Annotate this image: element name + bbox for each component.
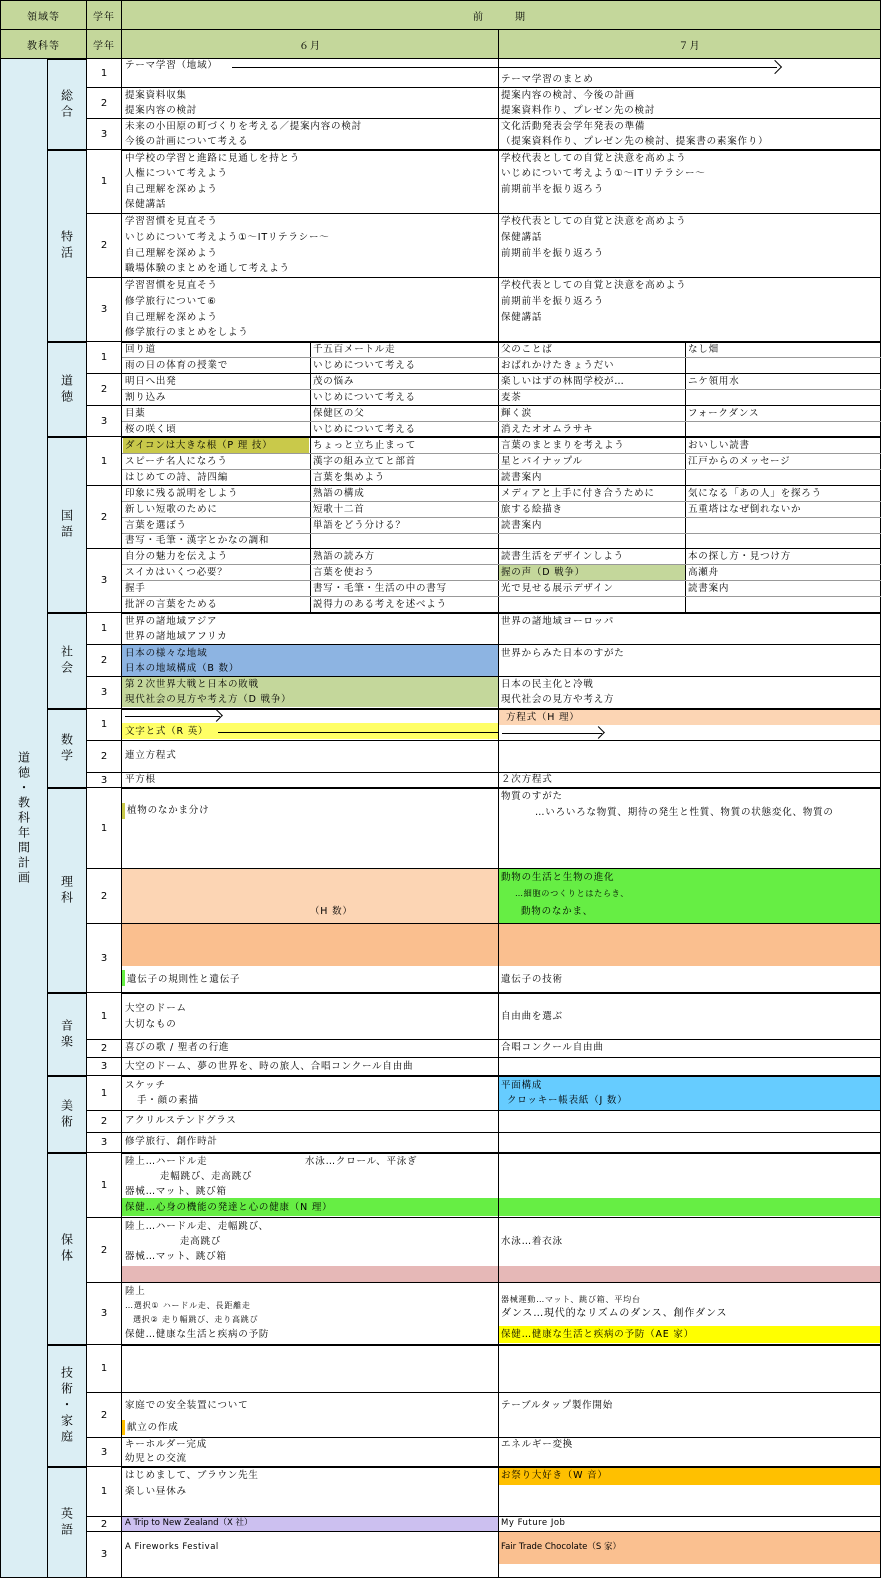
header-july: ７月 bbox=[498, 29, 881, 59]
bijutsu-g3-1: 修学旅行、創作時計 bbox=[125, 1136, 218, 1147]
kokugo-g3-r2-d: 高瀬舟 bbox=[688, 567, 719, 578]
sogo-g2-june-2: 提案内容の検討 bbox=[125, 105, 198, 116]
dotoku-r3-c: 楽しいはずの林間学校が… bbox=[501, 376, 625, 387]
tokkatsu-g3-4: 修学旅行のまとめをしよう bbox=[125, 327, 249, 338]
sugaku-g3-1: 平方根 bbox=[125, 774, 156, 785]
tokkatsu-g2-7: 前期前半を振り返ろう bbox=[501, 248, 605, 259]
shakai-g2-2: 日本の地域構成（B 数） bbox=[125, 663, 240, 674]
tokkatsu-g3-6: 前期前半を振り返ろう bbox=[501, 296, 605, 307]
hotai-g3-5: 器械運動…マット、跳び箱、平均台 bbox=[501, 1295, 641, 1304]
ongaku-g2-2: 合唱コンクール自由曲 bbox=[501, 1042, 604, 1053]
grade-shakai-2: 2 bbox=[86, 644, 122, 677]
dotoku-r5-d: フォークダンス bbox=[688, 408, 760, 419]
tokkatsu-g1-4: 保健講話 bbox=[125, 199, 167, 210]
eigo-g1-2: 楽しい昼休み bbox=[125, 1486, 187, 1497]
sugaku-g3-2: ２次方程式 bbox=[501, 774, 553, 785]
kokugo-g3-r2-b: 言葉を使おう bbox=[313, 567, 375, 578]
tokkatsu-g1-1: 中学校の学習と進路に見通しを持とう bbox=[125, 153, 301, 164]
kokugo-g2-r3-a: 言葉を選ぼう bbox=[125, 520, 187, 531]
arrow-head-icon bbox=[768, 60, 782, 74]
tokkatsu-g2-3: 自己理解を深めよう bbox=[125, 248, 218, 259]
hotai-g1-1: 陸上…ハードル走 bbox=[125, 1156, 208, 1167]
gika-g3-1: キーホルダー完成 bbox=[125, 1439, 208, 1450]
grade-shakai-1: 1 bbox=[86, 612, 122, 645]
ongaku-g1-3: 自由曲を選ぶ bbox=[501, 1011, 563, 1022]
subject-tokkatsu: 特活 bbox=[47, 149, 87, 342]
sogo-g1-june: テーマ学習（地域） bbox=[125, 60, 218, 71]
sogo-g1-july: テーマ学習のまとめ bbox=[501, 74, 594, 85]
tokkatsu-g2-6: 保健講話 bbox=[501, 232, 543, 243]
grade-ongaku-2: 2 bbox=[86, 1039, 122, 1058]
shakai-g3-4: 現代社会の見方や考え方 bbox=[501, 694, 615, 705]
kokugo-g1-r1-a: ダイコンは大きな根（P 理 技） bbox=[125, 440, 273, 451]
kokugo-g2-r3-b: 単語をどう分ける？ bbox=[313, 520, 406, 531]
kokugo-g2-r2-c: 旅する絵描き bbox=[501, 504, 563, 515]
highlight-rika-3 bbox=[122, 923, 498, 966]
gika-g2-1: 家庭での安全装置について bbox=[125, 1400, 249, 1411]
grade-dotoku-3: 3 bbox=[86, 405, 122, 437]
shakai-g1-1: 世界の諸地域アジア bbox=[125, 616, 218, 627]
rika-g2-4: 動物のなかま、 bbox=[521, 906, 594, 917]
header-domain: 領域等 bbox=[0, 0, 87, 30]
grade-hotai-3: 3 bbox=[86, 1282, 122, 1345]
kokugo-g1-r2-c: 星とパイナップル bbox=[501, 456, 583, 467]
tokkatsu-g1-2: 人権について考えよう bbox=[125, 168, 228, 179]
bijutsu-g1-1: スケッチ bbox=[125, 1080, 166, 1091]
arrow-head-icon bbox=[592, 726, 605, 739]
grade-tokkatsu-2: 2 bbox=[86, 213, 122, 278]
grade-eigo-1: 1 bbox=[86, 1466, 122, 1517]
tokkatsu-g1-6: いじめについて考えよう①～ITリテラシー～ bbox=[501, 168, 706, 179]
grade-ongaku-1: 1 bbox=[86, 992, 122, 1040]
kokugo-g1-r3-a: はじめての詩、詩四編 bbox=[125, 472, 229, 483]
hotai-g2-1: 陸上…ハードル走、走幅跳び、 bbox=[125, 1221, 269, 1232]
grade-bijutsu-3: 3 bbox=[86, 1132, 122, 1153]
grade-rika-2: 2 bbox=[86, 868, 122, 924]
grade-dotoku-1: 1 bbox=[86, 341, 122, 374]
kokugo-g2-r2-d: 五重塔はなぜ倒れないか bbox=[688, 504, 802, 515]
marker-bar bbox=[122, 1420, 125, 1435]
kokugo-g2-r1-c: メディアと上手に付き合うために bbox=[501, 488, 655, 499]
kokugo-g3-r3-b: 書写・毛筆・生活の中の書写 bbox=[313, 583, 447, 594]
kokugo-g1-r2-b: 漢字の組み立てと部首 bbox=[313, 456, 417, 467]
ongaku-g1-2: 大切なもの bbox=[125, 1019, 177, 1030]
eigo-g1-3: お祭り大好き（W 音） bbox=[501, 1470, 608, 1481]
dotoku-r4-b: いじめについて考える bbox=[313, 392, 416, 403]
tokkatsu-g1-5: 学校代表としての自覚と決意を高めよう bbox=[501, 153, 687, 164]
grade-bijutsu-1: 1 bbox=[86, 1075, 122, 1111]
kokugo-g1-r1-b: ちょっと立ち止まって bbox=[313, 440, 417, 451]
kokugo-g3-r4-b: 説得力のある考えを述べよう bbox=[313, 599, 447, 610]
hotai-g1-5: 保健…心身の機能の発達と心の健康（N 理） bbox=[125, 1202, 333, 1213]
sogo-g2-june-1: 提案資料収集 bbox=[125, 90, 187, 101]
hotai-g1-2: 水泳…クロール、平泳ぎ bbox=[305, 1156, 418, 1167]
kokugo-g3-r1-c: 読書生活をデザインしよう bbox=[501, 551, 624, 562]
hotai-g2-3: 器械…マット、跳び箱 bbox=[125, 1251, 227, 1262]
grade-hotai-2: 2 bbox=[86, 1217, 122, 1283]
kokugo-g3-r1-d: 本の探し方・見つけ方 bbox=[688, 551, 792, 562]
subject-gika: 技術・家庭 bbox=[47, 1344, 87, 1467]
shakai-g3-2: 現代社会の見方や考え方（D 戦争） bbox=[125, 694, 292, 705]
grade-eigo-2: 2 bbox=[86, 1516, 122, 1532]
eigo-g2-2: My Future Job bbox=[501, 1518, 566, 1528]
eigo-g3-2: Fair Trade Chocolate（S 家） bbox=[501, 1542, 621, 1552]
hotai-g1-4: 器械…マット、跳び箱 bbox=[125, 1186, 227, 1197]
subject-shakai: 社会 bbox=[47, 612, 87, 709]
bijutsu-g1-3: 平面構成 bbox=[501, 1080, 543, 1091]
kokugo-g3-r3-d: 読書案内 bbox=[688, 583, 730, 594]
rika-g1-1: 植物のなかま分け bbox=[127, 805, 210, 816]
side-title: 道徳・教科年間計画 bbox=[0, 58, 48, 1578]
dotoku-r3-b: 茂の悩み bbox=[313, 376, 355, 387]
rika-g2-2: 動物の生活と生物の進化 bbox=[501, 872, 615, 883]
dotoku-r4-a: 割り込み bbox=[125, 392, 167, 403]
kokugo-g2-r1-b: 熟語の構成 bbox=[313, 488, 365, 499]
kokugo-g2-r2-a: 新しい短歌のために bbox=[125, 504, 218, 515]
dotoku-r1-c: 父のことば bbox=[501, 344, 553, 355]
kokugo-g3-r3-a: 握手 bbox=[125, 583, 146, 594]
grade-bijutsu-2: 2 bbox=[86, 1110, 122, 1133]
grade-kokugo-1: 1 bbox=[86, 436, 122, 486]
kokugo-g3-r1-a: 自分の魅力を伝えよう bbox=[125, 551, 229, 562]
dotoku-r5-c: 輝く涙 bbox=[501, 408, 532, 419]
tokkatsu-g3-1: 学習習慣を見直そう bbox=[125, 280, 218, 291]
shakai-g1-3: 世界の諸地域ヨーロッパ bbox=[501, 616, 615, 627]
grade-sugaku-1: 1 bbox=[86, 708, 122, 741]
tokkatsu-g3-3: 自己理解を深めよう bbox=[125, 312, 218, 323]
grade-gika-1: 1 bbox=[86, 1344, 122, 1393]
sogo-g2-july-1: 提案内容の検討、今後の計画 bbox=[501, 90, 635, 101]
grade-sogo-3: 3 bbox=[86, 118, 122, 150]
kokugo-g2-r2-b: 短歌十二首 bbox=[313, 504, 365, 515]
tokkatsu-g3-7: 保健講話 bbox=[501, 312, 543, 323]
shakai-g3-1: 第２次世界大戦と日本の敗戦 bbox=[125, 679, 259, 690]
kokugo-g2-r1-a: 印象に残る説明をしよう bbox=[125, 488, 239, 499]
kokugo-g2-r4-a: 書写・毛筆・漢字とかなの調和 bbox=[125, 535, 270, 546]
header-grade: 学年 bbox=[86, 0, 122, 30]
rika-g1-3: …いろいろな物質、期待の発生と性質、物質の状態変化、物質の bbox=[535, 807, 834, 818]
hotai-g3-6: ダンス…現代的なリズムのダンス、創作ダンス bbox=[501, 1308, 728, 1319]
tokkatsu-g1-7: 前期前半を振り返ろう bbox=[501, 184, 605, 195]
dotoku-r4-c: 麦茶 bbox=[501, 392, 522, 403]
dotoku-r2-a: 雨の日の体育の授業で bbox=[125, 360, 229, 371]
dotoku-r1-d: なし畑 bbox=[688, 344, 719, 355]
grade-hotai-1: 1 bbox=[86, 1152, 122, 1218]
kokugo-g1-r3-c: 読書案内 bbox=[501, 472, 543, 483]
tokkatsu-g2-5: 学校代表としての自覚と決意を高めよう bbox=[501, 216, 687, 227]
ongaku-g1-1: 大空のドーム bbox=[125, 1003, 187, 1014]
subject-ongaku: 音楽 bbox=[47, 992, 87, 1076]
grade-kokugo-2: 2 bbox=[86, 485, 122, 549]
dotoku-r6-c: 消えたオオムラサキ bbox=[501, 424, 594, 435]
subject-hotai: 保体 bbox=[47, 1152, 87, 1345]
marker-bar bbox=[122, 803, 125, 819]
rika-g1-2: 物質のすがた bbox=[501, 791, 563, 802]
kokugo-g2-r1-d: 気になる「あの人」を探ろう bbox=[688, 488, 822, 499]
hotai-g2-2: 走高跳び bbox=[180, 1236, 222, 1247]
header-grade-2: 学年 bbox=[86, 29, 122, 59]
eigo-g3-1: A Fireworks Festival bbox=[125, 1542, 219, 1552]
grade-sugaku-2: 2 bbox=[86, 740, 122, 773]
shakai-g3-3: 日本の民主化と冷戦 bbox=[501, 679, 594, 690]
bijutsu-g1-4: クロッキー帳表紙（J 数） bbox=[507, 1095, 628, 1106]
tokkatsu-g2-1: 学習習慣を見直そう bbox=[125, 216, 218, 227]
kokugo-g1-r2-a: スピーチ名人になろう bbox=[125, 456, 228, 467]
kokugo-g3-r1-b: 熟語の読み方 bbox=[313, 551, 375, 562]
header-term: 前 期 bbox=[121, 0, 881, 30]
rika-g2-3: …細胞のつくりとはたらき、 bbox=[515, 889, 630, 898]
dotoku-r1-a: 回り道 bbox=[125, 344, 156, 355]
sugaku-g1-2: 方程式（H 理） bbox=[506, 712, 580, 723]
subject-bijutsu: 美術 bbox=[47, 1075, 87, 1153]
eigo-g2-1: A Trip to New Zealand（X 社） bbox=[125, 1518, 253, 1528]
shakai-g2-3: 世界からみた日本のすがた bbox=[501, 648, 625, 659]
grade-sugaku-3: 3 bbox=[86, 772, 122, 788]
sogo-g2-july-2: 提案資料作り、プレゼン先の検討 bbox=[501, 105, 656, 116]
grade-tokkatsu-3: 3 bbox=[86, 277, 122, 342]
grade-sogo-2: 2 bbox=[86, 87, 122, 119]
gika-g2-2: 献立の作成 bbox=[127, 1422, 179, 1433]
dotoku-r5-b: 保健区の父 bbox=[313, 408, 365, 419]
dotoku-r6-b: いじめについて考える bbox=[313, 424, 416, 435]
subject-eigo: 英語 bbox=[47, 1466, 87, 1578]
grade-eigo-3: 3 bbox=[86, 1531, 122, 1578]
kokugo-g1-r2-d: 江戸からのメッセージ bbox=[688, 456, 791, 467]
grade-shakai-3: 3 bbox=[86, 676, 122, 709]
sogo-g3-june-1: 未来の小田原の町づくりを考える／提案内容の検討 bbox=[125, 121, 362, 132]
dotoku-r6-a: 桜の咲く頃 bbox=[125, 424, 177, 435]
sugaku-g2-1: 連立方程式 bbox=[125, 750, 177, 761]
sogo-g3-july-2: （提案資料作り、プレゼン先の検討、提案書の素案作り） bbox=[501, 136, 769, 147]
dotoku-r3-d: ニケ領用水 bbox=[688, 376, 740, 387]
ongaku-g3-1: 大空のドーム、夢の世界を、時の旅人、合唱コンクール自由曲 bbox=[125, 1061, 414, 1072]
shakai-g1-2: 世界の諸地域アフリカ bbox=[125, 631, 228, 642]
highlight-rika-3-7 bbox=[499, 923, 881, 966]
hotai-g3-4: 保健…健康な生活と疾病の予防 bbox=[125, 1329, 270, 1340]
rika-g2-1: （H 数） bbox=[310, 906, 353, 917]
dotoku-r2-c: おばれかけたきょうだい bbox=[501, 360, 615, 371]
gika-g3-2: 幼児との交流 bbox=[125, 1453, 187, 1464]
sogo-g3-june-2: 今後の計画について考える bbox=[125, 136, 249, 147]
grade-rika-1: 1 bbox=[86, 787, 122, 869]
grade-tokkatsu-1: 1 bbox=[86, 149, 122, 214]
highlight-hotai-2 bbox=[122, 1266, 881, 1282]
kokugo-g1-r3-b: 言葉を集めよう bbox=[313, 472, 386, 483]
tokkatsu-g3-5: 学校代表としての自覚と決意を高めよう bbox=[501, 280, 687, 291]
dotoku-r3-a: 明日へ出発 bbox=[125, 376, 177, 387]
subject-rika: 理科 bbox=[47, 787, 87, 993]
hotai-g1-3: 走幅跳び、走高跳び bbox=[160, 1171, 253, 1182]
gika-g2-3: テーブルタップ製作開始 bbox=[501, 1400, 614, 1411]
grade-dotoku-2: 2 bbox=[86, 373, 122, 406]
bijutsu-g1-2: 手・顔の素描 bbox=[137, 1095, 199, 1106]
subject-kokugo: 国語 bbox=[47, 436, 87, 613]
kokugo-g2-r3-c: 読書案内 bbox=[501, 520, 543, 531]
hotai-g3-2: …選択① ハードル走、長距離走 bbox=[125, 1301, 251, 1310]
dotoku-r5-a: 目薬 bbox=[125, 408, 146, 419]
grade-rika-3: 3 bbox=[86, 923, 122, 993]
kokugo-g3-r4-a: 批評の言葉をためる bbox=[125, 599, 218, 610]
subject-dotoku: 道徳 bbox=[47, 341, 87, 437]
subject-sogo: 総合 bbox=[47, 58, 87, 150]
hotai-g3-7: 保健…健康な生活と疾病の予防（AE 家） bbox=[501, 1329, 695, 1340]
subject-sugaku: 数学 bbox=[47, 708, 87, 788]
shakai-g2-1: 日本の様々な地域 bbox=[125, 648, 208, 659]
header-june: ６月 bbox=[121, 29, 499, 59]
grade-sogo-1: 1 bbox=[86, 58, 122, 88]
tokkatsu-g2-2: いじめについて考えよう①～ITリテラシー～ bbox=[125, 232, 330, 243]
kokugo-g3-r2-c: 握の声（D 戦争） bbox=[501, 567, 586, 578]
tokkatsu-g1-3: 自己理解を深めよう bbox=[125, 184, 218, 195]
rika-g3-2: 遺伝子の技術 bbox=[501, 974, 563, 985]
bijutsu-g2-1: アクリルステンドグラス bbox=[125, 1115, 237, 1126]
gika-g3-3: エネルギー変換 bbox=[501, 1439, 574, 1450]
sogo-g3-july-1: 文化活動発表会学年発表の準備 bbox=[501, 121, 646, 132]
marker-bar bbox=[122, 970, 125, 986]
eigo-g1-1: はじめまして、ブラウン先生 bbox=[125, 1470, 259, 1481]
rika-g3-1: 遺伝子の規則性と遺伝子 bbox=[127, 974, 241, 985]
kokugo-g1-r1-d: おいしい読書 bbox=[688, 440, 750, 451]
tokkatsu-g3-2: 修学旅行について⑥ bbox=[125, 296, 217, 307]
grade-kokugo-3: 3 bbox=[86, 548, 122, 613]
hotai-g3-1: 陸上 bbox=[125, 1286, 146, 1297]
dotoku-r2-b: いじめについて考える bbox=[313, 360, 416, 371]
hotai-g3-3: 選択② 走り幅跳び、走り高跳び bbox=[133, 1315, 259, 1324]
kokugo-g3-r3-c: 光で見せる展示デザイン bbox=[501, 583, 614, 594]
tokkatsu-g2-4: 職場体験のまとめを通して考えよう bbox=[125, 263, 290, 274]
ongaku-g2-1: 喜びの歌 / 聖者の行進 bbox=[125, 1042, 230, 1053]
grade-gika-3: 3 bbox=[86, 1437, 122, 1467]
arrow-head-icon bbox=[210, 709, 223, 722]
kokugo-g1-r1-c: 言葉のまとまりを考えよう bbox=[501, 440, 625, 451]
sugaku-g1-1: 文字と式（R 英） bbox=[125, 726, 209, 737]
header-subject: 教科等 bbox=[0, 29, 87, 59]
kokugo-g3-r2-a: スイカはいくつ必要？ bbox=[125, 567, 228, 578]
grade-ongaku-3: 3 bbox=[86, 1057, 122, 1076]
dotoku-r1-b: 千五百メートル走 bbox=[313, 344, 396, 355]
hotai-g2-4: 水泳…着衣泳 bbox=[501, 1236, 563, 1247]
grade-gika-2: 2 bbox=[86, 1392, 122, 1438]
